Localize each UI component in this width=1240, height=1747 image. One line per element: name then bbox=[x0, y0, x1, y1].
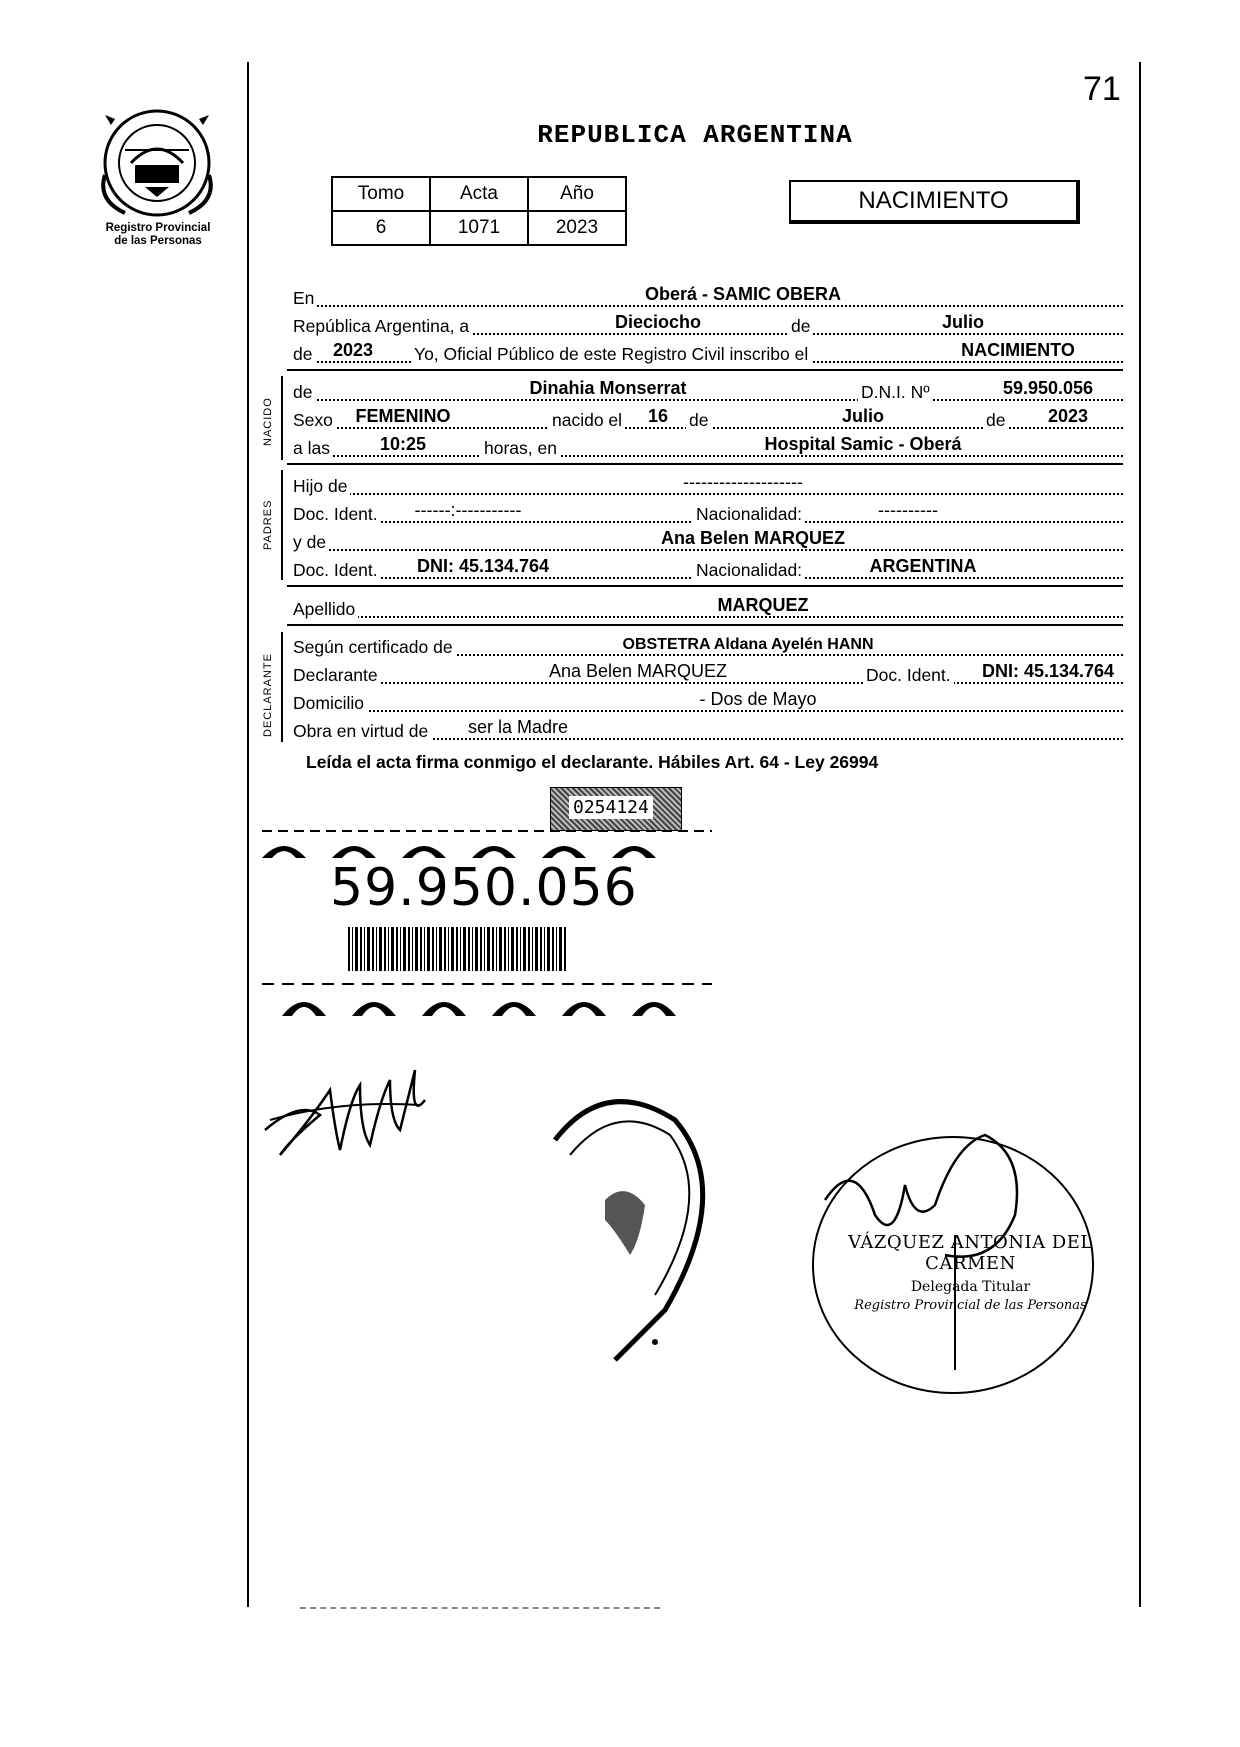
label-segun-certificado: Según certificado de bbox=[293, 637, 456, 658]
official-stamp-text bbox=[838, 1232, 1103, 1313]
declarante-bracket bbox=[281, 632, 283, 742]
value-padre-doc: ------:----------- bbox=[414, 500, 522, 520]
official-org: Registro Provincial de las Personas bbox=[854, 1298, 1087, 1313]
value-anio-nac: 2023 bbox=[1047, 406, 1089, 426]
label-obra-virtud: Obra en virtud de bbox=[293, 721, 431, 742]
label-horas-en: horas, en bbox=[481, 438, 560, 459]
small-number-stamp: 0254124 bbox=[550, 787, 682, 831]
divider-2 bbox=[287, 463, 1123, 465]
divider-3 bbox=[287, 585, 1123, 587]
row-hora bbox=[293, 434, 1123, 461]
left-margin-line bbox=[247, 62, 249, 1607]
security-band-bottom bbox=[262, 980, 712, 1016]
row-y-de bbox=[293, 528, 1123, 555]
value-padre: -------------------- bbox=[683, 472, 803, 492]
side-label-nacido: NACIDO bbox=[262, 397, 274, 446]
value-acto: NACIMIENTO bbox=[961, 340, 1075, 360]
value-anio: 2023 bbox=[528, 211, 626, 245]
value-dia-nac: 16 bbox=[647, 406, 669, 426]
right-margin-line bbox=[1139, 62, 1141, 1607]
value-madre-doc: DNI: 45.134.764 bbox=[416, 556, 550, 576]
row-certificado bbox=[293, 633, 1123, 660]
padres-bracket bbox=[281, 470, 283, 580]
label-sexo: Sexo bbox=[293, 410, 336, 431]
nacido-bracket bbox=[281, 376, 283, 460]
value-padre-nac: ---------- bbox=[878, 500, 938, 520]
value-tomo: 6 bbox=[332, 211, 430, 245]
label-de-anio-nac: de bbox=[983, 410, 1008, 431]
row-acto bbox=[293, 340, 1123, 367]
value-mes: Julio bbox=[941, 312, 984, 332]
id-number: 59.950.056 bbox=[330, 858, 638, 918]
page-number: 71 bbox=[1083, 70, 1121, 108]
label-dni: D.N.I. Nº bbox=[858, 382, 933, 403]
label-yo-oficial: Yo, Oficial Público de este Registro Civil inscribo el bbox=[411, 344, 811, 365]
label-declarante: Declarante bbox=[293, 665, 381, 686]
value-obra-virtud: ser la Madre bbox=[467, 717, 569, 737]
divider-4 bbox=[287, 624, 1123, 626]
label-doc-ident-declarante: Doc. Ident. bbox=[863, 665, 954, 686]
barcode bbox=[348, 927, 568, 971]
act-type-box: NACIMIENTO bbox=[789, 180, 1080, 224]
row-madre-doc bbox=[293, 556, 1123, 583]
row-sexo bbox=[293, 406, 1123, 433]
value-acta: 1071 bbox=[430, 211, 528, 245]
security-band-top bbox=[262, 828, 712, 858]
header-anio: Año bbox=[528, 177, 626, 211]
label-republica: República Argentina, a bbox=[293, 316, 472, 337]
label-nacionalidad-padre: Nacionalidad: bbox=[693, 504, 805, 525]
row-apellido bbox=[293, 595, 1123, 622]
label-apellido: Apellido bbox=[293, 599, 358, 620]
value-hora: 10:25 bbox=[379, 434, 427, 454]
label-domicilio: Domicilio bbox=[293, 693, 367, 714]
value-madre: Ana Belen MARQUEZ bbox=[660, 528, 846, 548]
header-tomo: Tomo bbox=[332, 177, 430, 211]
label-en: En bbox=[293, 288, 317, 309]
label-doc-ident-madre: Doc. Ident. bbox=[293, 560, 381, 581]
label-de-mes-nac: de bbox=[686, 410, 711, 431]
value-sexo: FEMENINO bbox=[355, 406, 451, 426]
label-doc-ident-padre: Doc. Ident. bbox=[293, 504, 381, 525]
value-madre-nac: ARGENTINA bbox=[869, 556, 977, 576]
value-nombre: Dinahia Monserrat bbox=[529, 378, 687, 398]
value-apellido: MARQUEZ bbox=[717, 595, 809, 615]
value-dia-letras: Dieciocho bbox=[614, 312, 702, 332]
header-acta: Acta bbox=[430, 177, 528, 211]
label-a-las: a las bbox=[293, 438, 333, 459]
registry-caption: Registro Provincial de las Personas bbox=[105, 222, 211, 247]
row-nombre bbox=[293, 378, 1123, 405]
bottom-residue-line bbox=[300, 1607, 660, 1609]
label-de-anio: de bbox=[293, 344, 315, 365]
value-domicilio: - Dos de Mayo bbox=[699, 689, 817, 709]
label-hijo-de: Hijo de bbox=[293, 476, 350, 497]
label-de-nombre: de bbox=[293, 382, 315, 403]
row-lugar bbox=[293, 284, 1123, 311]
registry-table bbox=[331, 176, 627, 246]
value-mes-nac: Julio bbox=[841, 406, 884, 426]
official-role: Delegada Titular bbox=[910, 1279, 1031, 1295]
value-certificado: OBSTETRA Aldana Ayelén HANN bbox=[622, 636, 874, 653]
row-padre-doc bbox=[293, 500, 1123, 527]
closing-statement: Leída el acta firma conmigo el declarante. Hábiles Art. 64 - Ley 26994 bbox=[306, 752, 879, 772]
registry-round-stamp bbox=[545, 1080, 745, 1370]
document-title: REPUBLICA ARGENTINA bbox=[537, 120, 853, 150]
value-lugar-nac: Hospital Samic - Oberá bbox=[764, 434, 962, 454]
official-name: VÁZQUEZ ANTONIA DEL CARMEN bbox=[848, 1232, 1093, 1274]
value-declarante-doc: DNI: 45.134.764 bbox=[981, 661, 1115, 681]
row-hijo-de bbox=[293, 472, 1123, 499]
row-domicilio bbox=[293, 689, 1123, 716]
value-lugar: Oberá - SAMIC OBERA bbox=[644, 284, 842, 304]
value-dni: 59.950.056 bbox=[1002, 378, 1094, 398]
divider-1 bbox=[287, 369, 1123, 371]
row-fecha bbox=[293, 312, 1123, 339]
row-declarante bbox=[293, 661, 1123, 688]
side-label-padres: PADRES bbox=[262, 499, 274, 550]
label-nacionalidad-madre: Nacionalidad: bbox=[693, 560, 805, 581]
side-label-declarante: DECLARANTE bbox=[262, 653, 274, 737]
value-declarante: Ana Belen MARQUEZ bbox=[548, 661, 728, 681]
label-nacido-el: nacido el bbox=[549, 410, 625, 431]
row-obra-virtud bbox=[293, 717, 1123, 744]
label-y-de: y de bbox=[293, 532, 329, 553]
value-anio: 2023 bbox=[332, 340, 374, 360]
declarant-signature bbox=[260, 1060, 430, 1170]
label-de-mes: de bbox=[788, 316, 813, 337]
